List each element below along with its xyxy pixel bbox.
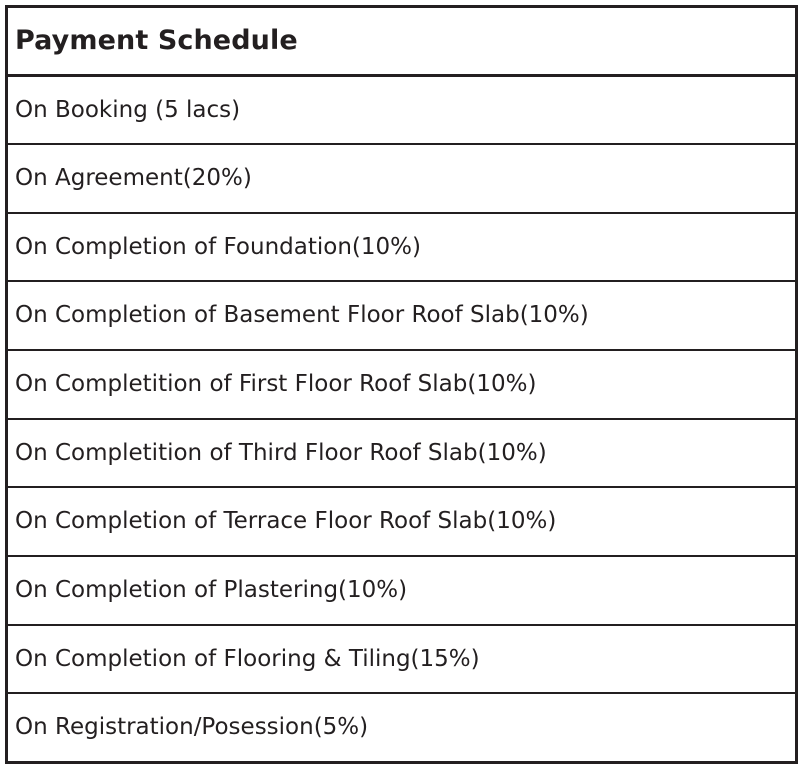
milestone-label: On Completion of Foundation(10%) [15,233,421,260]
table-row [7,419,797,488]
table-row [7,556,797,625]
milestone-label: On Agreement(20%) [15,165,252,191]
payment-schedule-table [5,5,798,764]
table-row [7,281,797,350]
milestone-cell-2 [7,144,797,213]
table-row [7,350,797,419]
milestone-cell-3 [7,213,797,282]
milestone-label: On Completition of First Floor Roof Slab(10%) [15,371,537,398]
milestone-cell-8 [7,556,797,625]
table-row [7,625,797,694]
milestone-cell-1 [7,75,797,144]
milestone-label: On Booking (5 lacs) [15,96,241,123]
table-row [7,213,797,282]
table-row [7,487,797,556]
table-title-cell [7,7,797,76]
milestone-label: On Completion of Flooring & Tiling(15%) [15,645,480,672]
milestone-cell-5 [7,350,797,419]
milestone-cell-10 [7,693,797,762]
payment-schedule-body [7,7,797,763]
milestone-cell-9 [7,625,797,694]
table-title-row [7,7,797,76]
milestone-cell-6 [7,419,797,488]
milestone-cell-7 [7,487,797,556]
milestone-label: On Completion of Plastering(10%) [15,577,408,604]
milestone-label: On Registration/Posession(5%) [15,714,369,741]
table-row [7,144,797,213]
table-row [7,693,797,762]
page-title: Payment Schedule [15,25,298,56]
milestone-label: On Completion of Terrace Floor Roof Slab(10%) [15,508,557,535]
table-row [7,75,797,144]
milestone-cell-4 [7,281,797,350]
milestone-label: On Completition of Third Floor Roof Slab(10%) [15,439,547,466]
milestone-label: On Completion of Basement Floor Roof Slab(10%) [15,302,589,329]
